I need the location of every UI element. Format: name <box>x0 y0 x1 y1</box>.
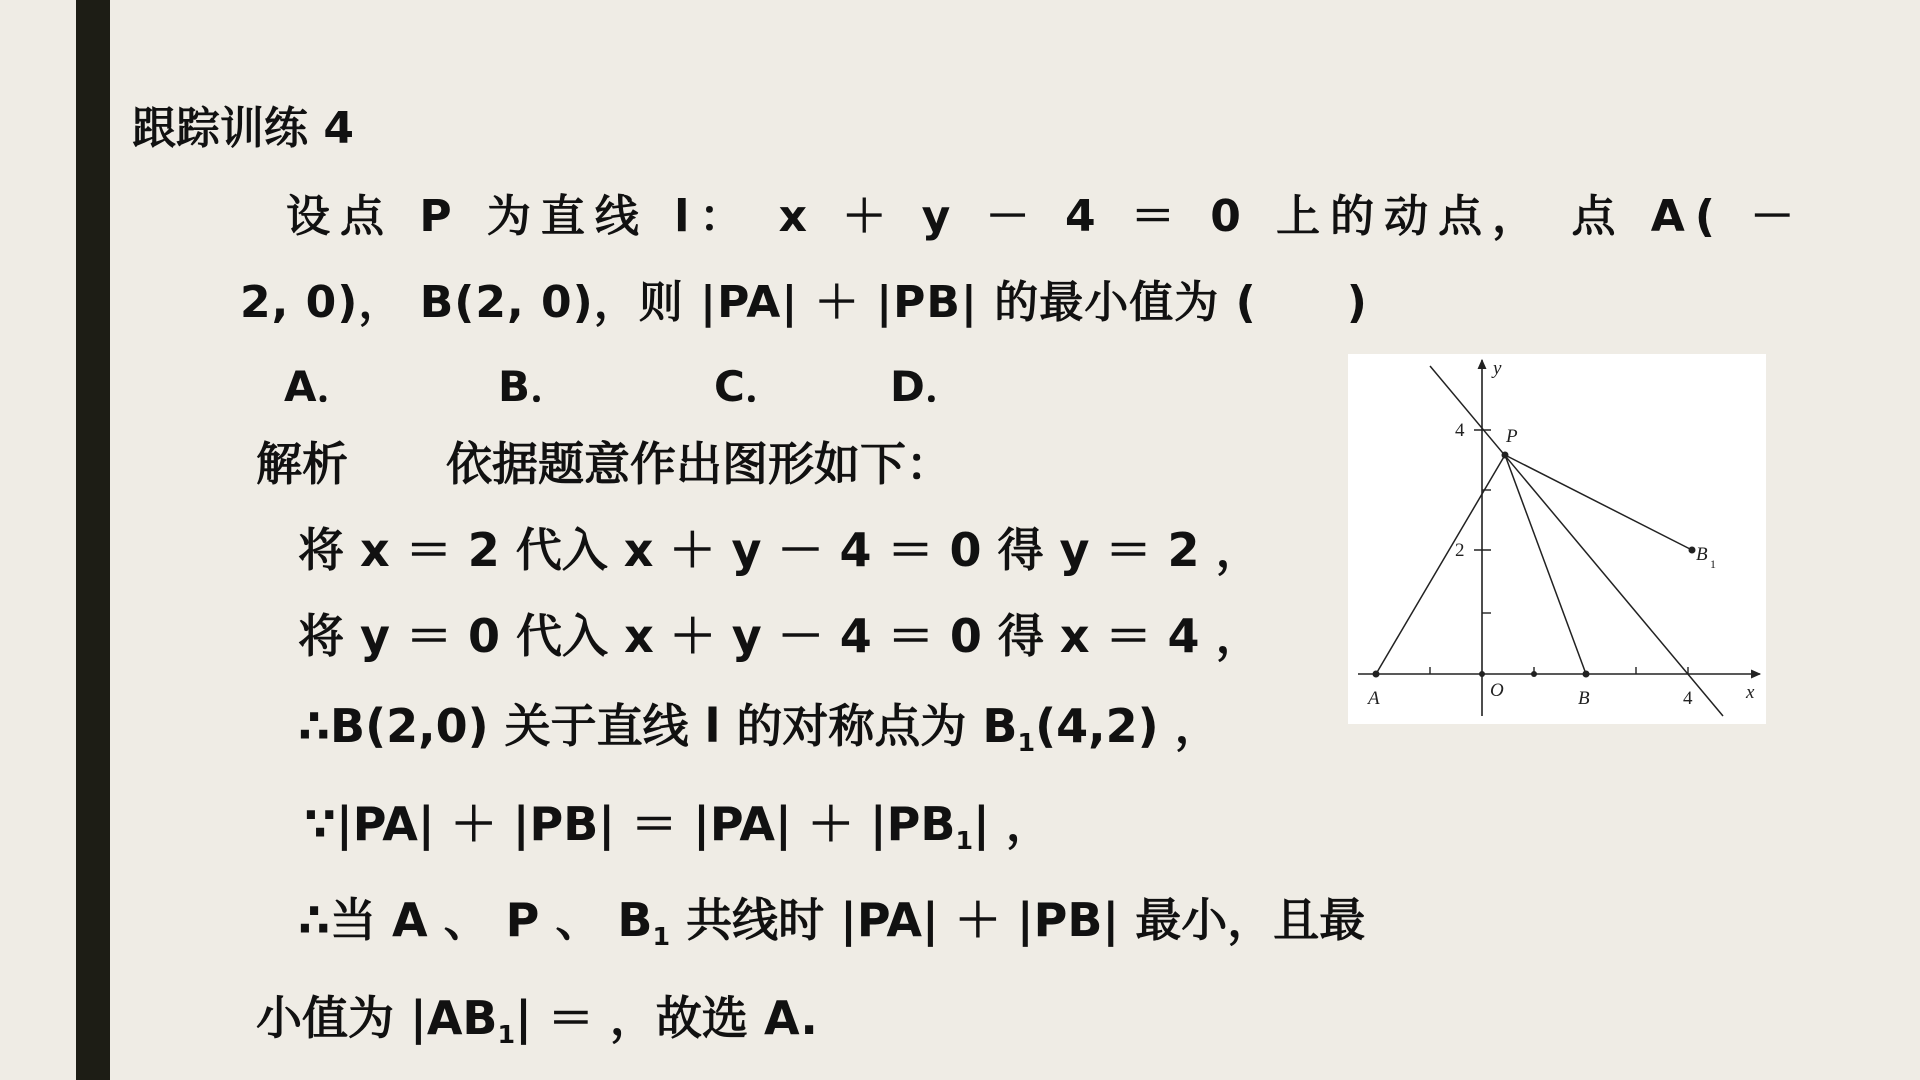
y-tick-4-label: 4 <box>1455 420 1465 441</box>
step-6-subscript: 1 <box>497 1019 516 1049</box>
line-l <box>1430 366 1723 716</box>
step-3-text-end: (4,2) ， <box>1035 699 1221 753</box>
analysis-step-2: 将 y ＝ 0 代入 x ＋ y － 4 ＝ 0 得 x ＝ 4 ， <box>298 609 1262 663</box>
step-4-subscript: 1 <box>955 825 974 855</box>
option-a[interactable]: A． <box>284 362 359 411</box>
analysis-step-6 <box>256 982 818 1049</box>
origin-dot <box>1479 671 1485 677</box>
y-axis-label: y <box>1493 358 1502 379</box>
y-tick-2-label: 2 <box>1455 540 1465 561</box>
step-3-subscript: 1 <box>1017 727 1036 757</box>
analysis-step-3 <box>298 690 1221 757</box>
segment-pb <box>1505 455 1586 674</box>
x-axis-label: x <box>1746 682 1755 703</box>
answer-options <box>284 354 967 414</box>
step-5-subscript: 1 <box>652 921 671 951</box>
analysis-heading <box>256 428 952 494</box>
unit-dot <box>1531 671 1537 677</box>
point-b1 <box>1689 547 1696 554</box>
analysis-step-4 <box>304 788 1052 855</box>
side-accent-bar <box>76 0 110 1080</box>
segment-pa <box>1376 455 1505 674</box>
option-c[interactable]: C． <box>714 362 787 411</box>
step-6-text: 小值为 |AB <box>256 991 498 1045</box>
x-ticks <box>1430 667 1688 674</box>
analysis-label: 解析 <box>256 437 348 491</box>
point-b1-label: B <box>1696 544 1708 565</box>
origin-label: O <box>1490 680 1504 701</box>
question-line-1: 设点 P 为直线 l： x ＋ y － 4 ＝ 0 上的动点， 点 A( － <box>286 191 1805 242</box>
point-b1-subscript: 1 <box>1710 557 1716 571</box>
analysis-step-1: 将 x ＝ 2 代入 x ＋ y － 4 ＝ 0 得 y ＝ 2 ， <box>298 523 1262 577</box>
step-4-text-end: | ， <box>973 797 1052 851</box>
step-6-text-end: | ＝ ，故选 A. <box>515 991 818 1045</box>
segment-pb1 <box>1505 455 1692 550</box>
point-a <box>1373 671 1380 678</box>
x-tick-4-label: 4 <box>1683 688 1693 709</box>
point-b-label: B <box>1578 688 1590 709</box>
point-p-label: P <box>1506 426 1518 447</box>
point-p <box>1502 452 1509 459</box>
exercise-title: 跟踪训练 4 <box>132 103 354 154</box>
option-b[interactable]: B． <box>498 362 573 411</box>
option-d[interactable]: D． <box>890 362 967 411</box>
point-a-label: A <box>1368 688 1380 709</box>
step-4-text: ∵|PA| ＋ |PB| ＝ |PA| ＋ |PB <box>304 797 956 851</box>
step-3-text: ∴B(2,0) 关于直线 l 的对称点为 B <box>298 699 1018 753</box>
point-b <box>1583 671 1590 678</box>
question-line-2: 2, 0)， B(2, 0)，则 |PA| ＋ |PB| 的最小值为 ( ) <box>240 277 1368 328</box>
step-5-text-end: 共线时 |PA| ＋ |PB| 最小，且最 <box>670 893 1366 947</box>
coordinate-diagram <box>1348 354 1766 724</box>
step-5-text: ∴当 A 、 P 、 B <box>298 893 653 947</box>
analysis-intro: 依据题意作出图形如下： <box>446 437 952 491</box>
analysis-step-5 <box>298 884 1365 951</box>
geometry-figure <box>1348 354 1766 724</box>
